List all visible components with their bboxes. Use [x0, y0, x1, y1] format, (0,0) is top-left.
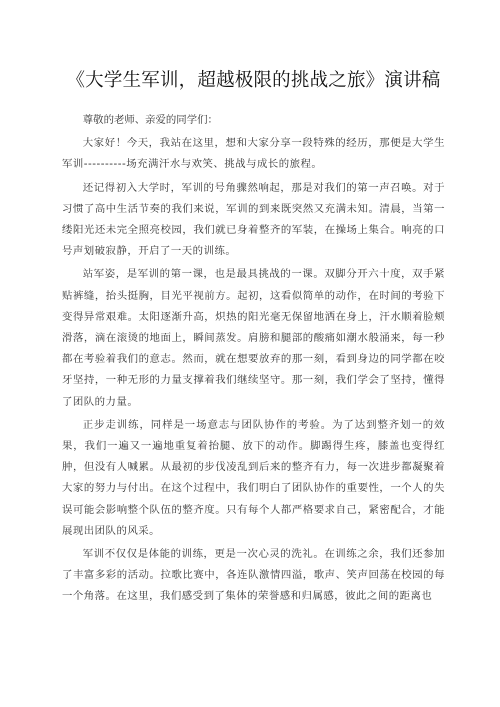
salutation: 尊敬的老师、亲爱的同学们： — [82, 114, 218, 126]
paragraph-3: 站军姿，是军训的第一课，也是最具挑战的一课。双脚分开六十度，双手紧贴裤缝，抬头挺胸，目光平视前方。起初，这看似简单的动作，在时间的考验下变得异常艰难。太阳逐渐升高，炽热的阳光毫无保留地洒在身上，汗水顺着脸颊滑落，滴在滚烫的地面上，瞬间蒸发。肩膀和腿部的酸痛如潮水般涌来，每一秒都在考验着我们的意志。然而，就在想要放弃的那一刻，看到身边的同学都在咬牙坚持，一种无形的力量支撑着我们继续坚守。那一刻，我们学会了坚持，懂得了团队的力量。 — [62, 268, 445, 408]
document-title: 《大学生军训，超越极限的挑战之旅》演讲稿 — [66, 70, 441, 91]
paragraph-1: 大家好！今天，我站在这里，想和大家分享一段特殊的经历，那便是大学生军训----------场充满汗水与欢笑、挑战与成长的旅程。 — [62, 137, 445, 171]
paragraph-2: 还记得初入大学时，军训的号角骤然响起，那是对我们的第一声召唤。对于习惯了高中生活节奏的我们来说，军训的到来既突然又充满未知。清晨，当第一缕阳光还未完全照亮校园，我们就已身着整齐的军装，在操场上集合。响亮的口号声划破寂静，开启了一天的训练。 — [62, 181, 445, 258]
paragraph-4: 正步走训练，同样是一场意志与团队协作的考验。为了达到整齐划一的效果，我们一遍又一遍地重复着抬腿、放下的动作。脚踢得生疼，膝盖也变得红肿，但没有人喊累。从最初的步伐凌乱到后来的整齐有力，每一次进步都凝聚着大家的努力与付出。在这个过程中，我们明白了团队协作的重要性，一个人的失误可能会影响整个队伍的整齐度。只有每个人都严格要求自己，紧密配合，才能展现出团队的风采。 — [62, 418, 445, 537]
paragraph-5: 军训不仅仅是体能的训练，更是一次心灵的洗礼。在训练之余，我们还参加了丰富多彩的活动。拉歌比赛中，各连队激情四溢，歌声、笑声回荡在校园的每一个角落。在这里，我们感受到了集体的荣誉感和归属感，彼此之间的距离也 — [62, 548, 445, 603]
